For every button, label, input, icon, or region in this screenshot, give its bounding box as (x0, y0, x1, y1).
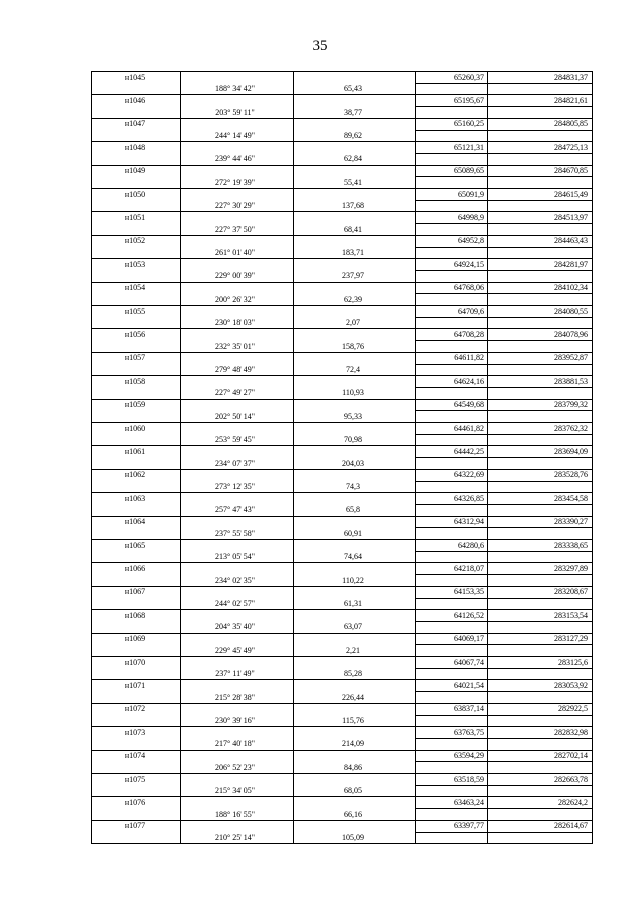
direction-angle: 234° 02' 35" (215, 575, 255, 585)
point-id: н1058 (124, 376, 146, 386)
coordinate-separator (415, 715, 592, 716)
direction-angle: 227° 37' 50" (215, 224, 255, 234)
coordinate-x: 64326,85 (454, 493, 484, 503)
coordinate-separator (415, 481, 592, 482)
direction-angle: 188° 34' 42" (215, 84, 255, 94)
point-id: н1057 (124, 353, 146, 363)
coordinate-y: 282663,78 (554, 774, 588, 784)
coordinate-separator (415, 223, 592, 224)
coordinate-y: 282624,2 (558, 797, 588, 807)
segment-length: 226,44 (342, 692, 364, 702)
coordinate-separator (415, 364, 592, 365)
coordinate-x: 63837,14 (454, 704, 484, 714)
direction-angle: 261° 01' 40" (215, 248, 255, 257)
coordinate-x: 63594,29 (454, 751, 484, 761)
segment-length: 62,39 (344, 294, 362, 304)
point-id: н1068 (124, 610, 146, 620)
coordinate-y: 283125,6 (558, 657, 588, 667)
direction-angle: 229° 00' 39" (215, 271, 255, 281)
coordinate-x: 65089,65 (454, 166, 484, 176)
coordinate-y: 283208,67 (554, 587, 588, 597)
coordinate-y: 283127,29 (554, 634, 588, 644)
coordinate-y: 283694,09 (554, 446, 588, 456)
direction-angle: 257° 47' 43" (215, 505, 255, 515)
coordinate-separator (415, 808, 592, 809)
direction-angle: 273° 12' 35" (215, 482, 255, 491)
coordinate-y: 283881,53 (554, 376, 588, 386)
coordinate-y: 284513,97 (554, 212, 588, 222)
coordinate-y: 283454,58 (554, 493, 588, 503)
segment-length: 183,71 (342, 248, 364, 257)
coordinate-y: 282614,67 (554, 821, 588, 831)
segment-length: 237,97 (342, 271, 364, 281)
direction-angle: 230° 18' 03" (215, 318, 255, 328)
coordinate-y: 283297,89 (554, 563, 588, 573)
coordinate-separator (415, 247, 592, 248)
coordinate-x: 64126,52 (454, 610, 484, 620)
direction-angle: 272° 19' 39" (215, 177, 255, 187)
coordinate-y: 282702,14 (554, 751, 588, 761)
coordinate-x: 64461,82 (454, 423, 484, 433)
direction-angle: 200° 26' 32" (215, 294, 255, 304)
point-id: н1050 (124, 189, 146, 199)
coordinate-separator (415, 644, 592, 645)
direction-angle: 229° 45' 49" (215, 645, 255, 655)
segment-length: 68,05 (344, 786, 362, 796)
segment-length: 204,03 (342, 458, 364, 468)
direction-angle: 244° 14' 49" (215, 131, 255, 140)
page-number: 35 (312, 38, 328, 54)
point-id: н1063 (124, 493, 146, 503)
segment-length: 61,31 (344, 599, 362, 608)
coordinate-y: 284080,55 (554, 306, 588, 316)
coordinate-separator (415, 317, 592, 318)
point-id: н1067 (124, 587, 146, 597)
coordinate-x: 64768,06 (454, 283, 484, 293)
coordinates-table (91, 71, 593, 844)
coordinate-separator (415, 410, 592, 411)
segment-length: 74,64 (344, 552, 362, 562)
segment-length: 72,4 (346, 365, 360, 374)
coordinate-x: 65160,25 (454, 119, 484, 129)
coordinate-x: 64624,16 (454, 376, 484, 386)
coordinate-x: 64312,94 (454, 517, 484, 527)
coordinate-x: 64442,25 (454, 446, 484, 456)
point-id: н1054 (124, 283, 146, 293)
point-id: н1072 (124, 704, 146, 714)
direction-angle: 234° 07' 37" (215, 458, 255, 468)
coordinate-x: 65260,37 (454, 72, 484, 82)
coordinate-x: 64998,9 (458, 212, 484, 222)
direction-angle: 253° 59' 45" (215, 435, 255, 445)
segment-length: 105,09 (342, 833, 364, 842)
direction-angle: 204° 35' 40" (215, 622, 255, 632)
coordinate-y: 283053,92 (554, 680, 588, 690)
coordinate-y: 283952,87 (554, 353, 588, 363)
point-id: н1045 (124, 72, 146, 82)
coordinate-separator (415, 434, 592, 435)
coordinate-x: 64549,68 (454, 400, 484, 410)
direction-angle: 237° 55' 58" (215, 528, 255, 538)
column-divider (180, 71, 181, 843)
direction-angle: 215° 28' 38" (215, 692, 255, 702)
coordinate-y: 282832,98 (554, 727, 588, 737)
point-id: н1069 (124, 634, 146, 644)
point-id: н1061 (124, 446, 146, 456)
coordinate-x: 63518,59 (454, 774, 484, 784)
coordinate-separator (415, 668, 592, 669)
coordinate-separator (415, 176, 592, 177)
coordinate-separator (415, 83, 592, 84)
coordinate-separator (415, 761, 592, 762)
coordinate-separator (415, 130, 592, 131)
coordinate-x: 64280,6 (458, 540, 484, 550)
point-id: н1046 (124, 95, 146, 105)
segment-length: 110,22 (342, 575, 364, 585)
segment-length: 68,41 (344, 224, 362, 234)
segment-length: 137,68 (342, 201, 364, 211)
segment-length: 95,33 (344, 411, 362, 421)
segment-length: 74,3 (346, 482, 360, 491)
point-id: н1062 (124, 470, 146, 480)
coordinate-x: 63763,75 (454, 727, 484, 737)
segment-length: 65,8 (346, 505, 360, 515)
coordinate-x: 64153,35 (454, 587, 484, 597)
coordinate-x: 64924,15 (454, 259, 484, 269)
segment-length: 66,16 (344, 809, 362, 819)
coordinate-separator (415, 527, 592, 528)
coordinate-x: 64322,69 (454, 470, 484, 480)
coordinate-x: 64067,74 (454, 657, 484, 667)
column-divider (293, 71, 294, 843)
direction-angle: 188° 16' 55" (215, 809, 255, 819)
direction-angle: 206° 52' 23" (215, 762, 255, 772)
segment-length: 110,93 (342, 388, 364, 398)
coordinate-y: 284078,96 (554, 329, 588, 339)
coordinate-y: 284831,37 (554, 72, 588, 82)
segment-length: 2,07 (346, 318, 360, 328)
segment-length: 65,43 (344, 84, 362, 94)
coordinate-x: 63463,24 (454, 797, 484, 807)
coordinate-separator (415, 270, 592, 271)
segment-length: 214,09 (342, 739, 364, 749)
coordinate-x: 64611,82 (454, 353, 484, 363)
segment-length: 60,91 (344, 528, 362, 538)
point-id: н1059 (124, 400, 146, 410)
coordinate-separator (415, 574, 592, 575)
coordinate-y: 283153,54 (554, 610, 588, 620)
coordinate-y: 282922,5 (558, 704, 588, 714)
point-id: н1053 (124, 259, 146, 269)
point-id: н1064 (124, 517, 146, 527)
direction-angle: 203° 59' 11" (215, 107, 255, 117)
point-id: н1052 (124, 236, 146, 246)
coordinate-x: 63397,77 (454, 821, 484, 831)
coordinate-separator (415, 598, 592, 599)
segment-length: 63,07 (344, 622, 362, 632)
coordinate-x: 65091,9 (458, 189, 484, 199)
direction-angle: 230° 39' 16" (215, 716, 255, 725)
coordinate-x: 64708,28 (454, 329, 484, 339)
coordinate-y: 284615,49 (554, 189, 588, 199)
direction-angle: 237° 11' 49" (215, 669, 255, 679)
point-id: н1049 (124, 166, 146, 176)
point-id: н1048 (124, 142, 146, 152)
coordinate-separator (415, 340, 592, 341)
direction-angle: 213° 05' 54" (215, 552, 255, 562)
coordinate-x: 64709,6 (458, 306, 484, 316)
point-id: н1075 (124, 774, 146, 784)
segment-length: 85,28 (344, 669, 362, 679)
direction-angle: 227° 49' 27" (215, 388, 255, 398)
coordinate-separator (415, 153, 592, 154)
direction-angle: 239° 44' 46" (215, 154, 255, 164)
point-id: н1071 (124, 680, 146, 690)
point-id: н1074 (124, 751, 146, 761)
coordinate-separator (415, 551, 592, 552)
coordinate-y: 284281,97 (554, 259, 588, 269)
direction-angle: 279° 48' 49" (215, 365, 255, 374)
coordinate-y: 284463,43 (554, 236, 588, 246)
segment-length: 115,76 (342, 716, 364, 725)
point-id: н1070 (124, 657, 146, 667)
segment-length: 70,98 (344, 435, 362, 445)
coordinate-x: 64218,07 (454, 563, 484, 573)
coordinate-x: 65121,31 (454, 142, 484, 152)
segment-length: 89,62 (344, 131, 362, 140)
point-id: н1077 (124, 821, 146, 831)
coordinate-separator (415, 832, 592, 833)
coordinate-x: 64952,8 (458, 236, 484, 246)
segment-length: 84,86 (344, 762, 362, 772)
coordinate-x: 65195,67 (454, 95, 484, 105)
direction-angle: 210° 25' 14" (215, 833, 255, 842)
coordinate-y: 283338,65 (554, 540, 588, 550)
coordinate-separator (415, 738, 592, 739)
coordinate-y: 283799,32 (554, 400, 588, 410)
coordinate-y: 284805,85 (554, 119, 588, 129)
coordinate-x: 64069,17 (454, 634, 484, 644)
point-id: н1060 (124, 423, 146, 433)
segment-length: 62,84 (344, 154, 362, 164)
direction-angle: 215° 34' 05" (215, 786, 255, 796)
direction-angle: 202° 50' 14" (215, 411, 255, 421)
direction-angle: 244° 02' 57" (215, 599, 255, 608)
coordinate-separator (415, 106, 592, 107)
coordinate-separator (415, 387, 592, 388)
direction-angle: 227° 30' 29" (215, 201, 255, 211)
coordinate-y: 283390,27 (554, 517, 588, 527)
coordinate-y: 284102,34 (554, 283, 588, 293)
point-id: н1055 (124, 306, 146, 316)
coordinate-separator (415, 785, 592, 786)
coordinate-separator (415, 504, 592, 505)
coordinate-separator (415, 200, 592, 201)
segment-length: 38,77 (344, 107, 362, 117)
direction-angle: 217° 40' 18" (215, 739, 255, 749)
point-id: н1051 (124, 212, 146, 222)
coordinate-y: 284821,61 (554, 95, 588, 105)
coordinate-separator (415, 621, 592, 622)
direction-angle: 232° 35' 01" (215, 341, 255, 351)
segment-length: 2,21 (346, 645, 360, 655)
segment-length: 55,41 (344, 177, 362, 187)
point-id: н1066 (124, 563, 146, 573)
point-id: н1076 (124, 797, 146, 807)
coordinate-x: 64021,54 (454, 680, 484, 690)
coordinate-y: 284670,85 (554, 166, 588, 176)
segment-length: 158,76 (342, 341, 364, 351)
point-id: н1047 (124, 119, 146, 129)
coordinate-y: 284725,13 (554, 142, 588, 152)
coordinate-separator (415, 293, 592, 294)
point-id: н1056 (124, 329, 146, 339)
coordinate-y: 283762,32 (554, 423, 588, 433)
coordinate-y: 283528,76 (554, 470, 588, 480)
point-id: н1065 (124, 540, 146, 550)
point-id: н1073 (124, 727, 146, 737)
coordinate-separator (415, 457, 592, 458)
coordinate-separator (415, 691, 592, 692)
